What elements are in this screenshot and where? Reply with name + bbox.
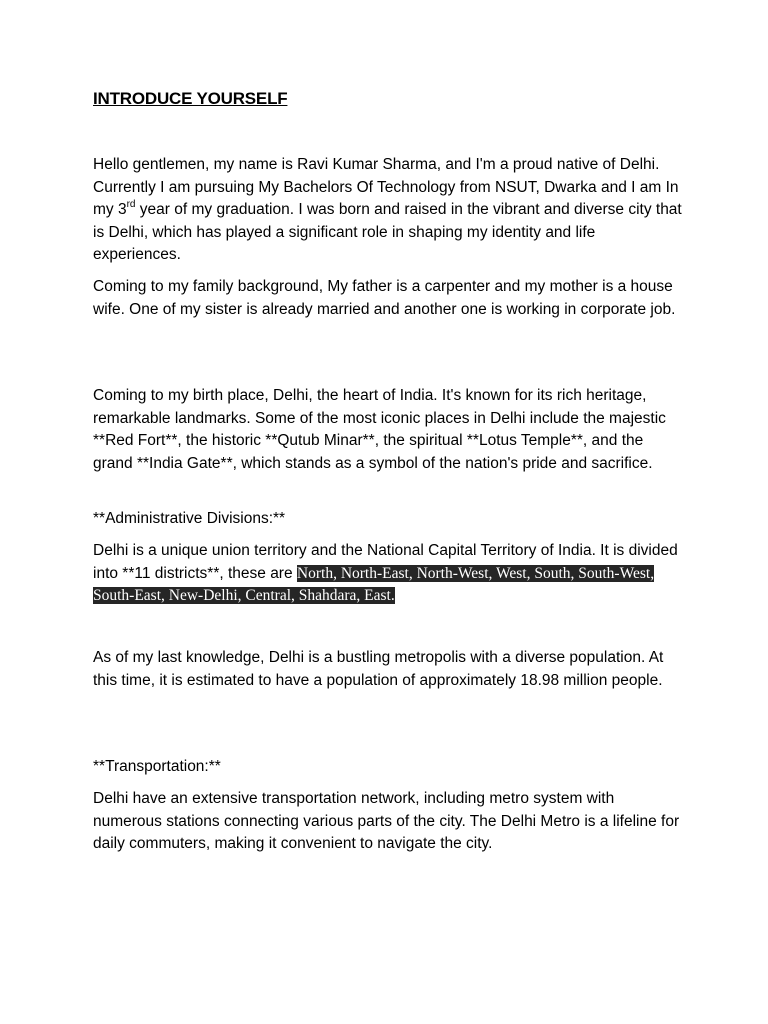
- family-text: Coming to my family background, My father is a carpenter and my mother is a house wife. One of my sister is already married and another one is working in corporate job.: [93, 278, 676, 318]
- paragraph-districts: [93, 540, 683, 608]
- paragraph-birth-place: [93, 385, 683, 475]
- heading-transportation: [93, 756, 683, 779]
- districts-text: Delhi is a unique union territory and the National Capital Territory of India. It is divided into **11 districts**, these are: [93, 542, 678, 582]
- highlighted-district-list: North, North-East, North-West, West, South, South-West, South-East, New-Delhi, Central, Shahdara, East.: [93, 564, 655, 604]
- paragraph-family-background: [93, 276, 683, 321]
- document-title: INTRODUCE YOURSELF: [93, 89, 288, 108]
- heading-administrative-divisions: [93, 508, 683, 531]
- paragraph-introduction: [93, 154, 683, 267]
- intro-text-continued: year of my graduation. I was born and raised in the vibrant and diverse city that is Delhi, which has played a significant role in shaping my identity and life experiences.: [93, 201, 682, 263]
- population-text: As of my last knowledge, Delhi is a bustling metropolis with a diverse population. At this time, it is estimated to have a population of approximately 18.98 million people.: [93, 649, 664, 689]
- birth-place-text: Coming to my birth place, Delhi, the heart of India. It's known for its rich heritage, remarkable landmarks. Some of the most iconic places in Delhi include the majestic **Red Fort**, the historic **Qutub Minar**, the spiritual **Lotus Temple**, and the grand **India Gate**, which stands as a symbol of the nation's pride and sacrifice.: [93, 387, 666, 472]
- ordinal-suffix: rd: [126, 198, 136, 210]
- paragraph-transportation: [93, 788, 683, 856]
- admin-divisions-heading: **Administrative Divisions:**: [93, 510, 286, 527]
- paragraph-population: [93, 647, 683, 692]
- transportation-text: Delhi have an extensive transportation network, including metro system with numerous stations connecting various parts of the city. The Delhi Metro is a lifeline for daily commuters, making it convenient to navigate the city.: [93, 790, 680, 852]
- transportation-heading: **Transportation:**: [93, 758, 221, 775]
- intro-text: Hello gentlemen, my name is Ravi Kumar Sharma, and I'm a proud native of Delhi. Currently I am pursuing My Bachelors Of Technology from NSUT, Dwarka and I am In my 3: [93, 156, 679, 218]
